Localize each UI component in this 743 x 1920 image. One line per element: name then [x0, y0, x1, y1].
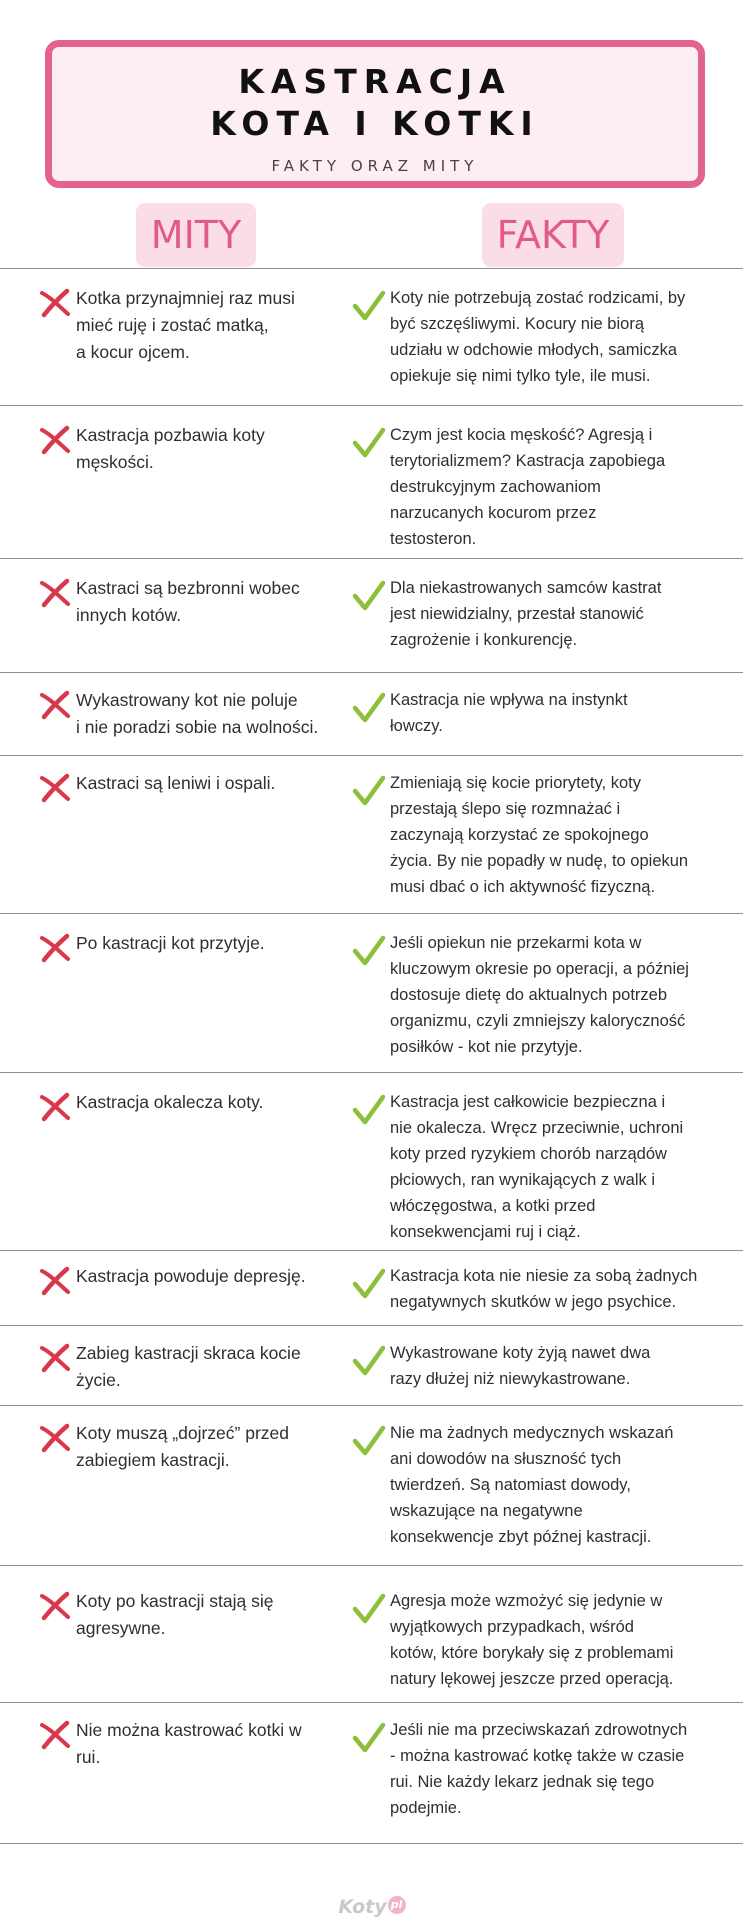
table-row [0, 913, 743, 1072]
fact-line: jest niewidzialny, przestał stanowić [390, 605, 644, 623]
fact-line: przestają ślepo się rozmnażać i [390, 800, 621, 818]
table-row [0, 405, 743, 558]
myth-line: życie. [76, 1370, 121, 1390]
fact-text [390, 1420, 715, 1550]
cross-icon [38, 1091, 72, 1123]
check-icon [352, 1424, 386, 1458]
fact-line: Koty nie potrzebują zostać rodzicami, by [390, 289, 686, 307]
myth-line: Wykastrowany kot nie poluje [76, 690, 298, 710]
table-row [0, 558, 743, 672]
fact-line: destrukcyjnym zachowaniom [390, 478, 601, 496]
subtitle: FAKTY ORAZ MITY [271, 157, 479, 175]
fact-text [390, 1263, 715, 1315]
fact-line: płciowych, ran wynikających z walk i [390, 1171, 656, 1189]
myth-text [76, 575, 346, 629]
check-icon [352, 1267, 386, 1301]
fact-line: ani dowodów na słuszność tych [390, 1450, 622, 1468]
fact-line: natury lękowej jeszcze przed operacją. [390, 1670, 674, 1688]
table-row [0, 268, 743, 405]
myth-text [76, 770, 346, 797]
myth-text [76, 930, 346, 957]
fact-line: życia. By nie popadły w nudę, to opiekun [390, 852, 689, 870]
fact-line: włóczęgostwa, a kotki przed [390, 1197, 596, 1215]
myth-text [76, 1588, 346, 1642]
fact-line: zaczynają korzystać ze spokojnego [390, 826, 649, 844]
cross-icon [38, 932, 72, 964]
myth-line: Koty muszą „dojrzeć” przed [76, 1423, 289, 1443]
fact-line: wskazujące na negatywne [390, 1502, 583, 1520]
fact-line: terytorializmem? Kastracja zapobiega [390, 452, 666, 470]
fact-line: zagrożenie i konkurencję. [390, 631, 578, 649]
fact-line: twierdzeń. Są natomiast dowody, [390, 1476, 631, 1494]
myth-text [76, 1263, 346, 1290]
myth-line: mieć ruję i zostać matką, [76, 315, 269, 335]
table-row [0, 1325, 743, 1405]
myth-line: Kotka przynajmniej raz musi [76, 288, 295, 308]
fact-line: Dla niekastrowanych samców kastrat [390, 579, 662, 597]
table-row [0, 1250, 743, 1325]
cross-icon [38, 689, 72, 721]
myth-text [76, 285, 346, 366]
fact-line: Jeśli opiekun nie przekarmi kota w [390, 934, 642, 952]
check-icon [352, 774, 386, 808]
fact-line: Kastracja nie wpływa na instynkt [390, 691, 628, 709]
check-icon [352, 934, 386, 968]
myth-text [76, 1089, 346, 1116]
fact-line: posiłków - kot nie przytyje. [390, 1038, 583, 1056]
koty-pl-logo [332, 1896, 412, 1918]
fact-line: - można kastrować kotkę także w czasie [390, 1747, 685, 1765]
fact-line: Wykastrowane koty żyją nawet dwa [390, 1344, 651, 1362]
myth-line: agresywne. [76, 1618, 166, 1638]
myth-line: i nie poradzi sobie na wolności. [76, 717, 319, 737]
fact-line: opiekuje się nimi tylko tyle, ile musi. [390, 367, 651, 385]
check-icon [352, 1093, 386, 1127]
check-icon [352, 289, 386, 323]
myth-text [76, 1717, 346, 1771]
fact-line: dostosuje dietę do aktualnych potrzeb [390, 986, 668, 1004]
fact-line: udziału w odchowie młodych, samiczka [390, 341, 678, 359]
cross-icon [38, 772, 72, 804]
myth-line: Nie można kastrować kotki w [76, 1720, 302, 1740]
fact-text [390, 930, 715, 1060]
fact-line: organizmu, czyli zmniejszy kaloryczność [390, 1012, 686, 1030]
fact-text [390, 770, 715, 900]
cross-icon [38, 1719, 72, 1751]
check-icon [352, 1592, 386, 1626]
check-icon [352, 579, 386, 613]
fact-line: nie okalecza. Wręcz przeciwnie, uchroni [390, 1119, 684, 1137]
table-row [0, 755, 743, 913]
cross-icon [38, 577, 72, 609]
fact-line: łowczy. [390, 717, 443, 735]
myth-line: a kocur ojcem. [76, 342, 190, 362]
table-row [0, 1405, 743, 1565]
myth-line: Po kastracji kot przytyje. [76, 933, 265, 953]
myth-line: Kastracja okalecza koty. [76, 1092, 264, 1112]
fact-line: Kastracja kota nie niesie za sobą żadnych [390, 1267, 698, 1285]
fact-line: konsekwencje zbyt późnej kastracji. [390, 1528, 652, 1546]
myth-line: innych kotów. [76, 605, 182, 625]
cross-icon [38, 1342, 72, 1374]
fact-line: Nie ma żadnych medycznych wskazań [390, 1424, 674, 1442]
fact-text [390, 1340, 715, 1392]
table-row [0, 1565, 743, 1702]
myth-line: Kastracja powoduje depresję. [76, 1266, 306, 1286]
fact-line: narzucanych kocurom przez [390, 504, 597, 522]
fact-line: kotów, które borykały się z problemami [390, 1644, 674, 1662]
myth-text [76, 422, 346, 476]
fact-line: koty przed ryzykiem chorób narządów [390, 1145, 667, 1163]
myth-text [76, 1420, 346, 1474]
cross-icon [38, 1422, 72, 1454]
fact-line: rui. Nie każdy lekarz jednak się tego [390, 1773, 655, 1791]
fact-line: być szczęśliwymi. Kocury nie biorą [390, 315, 644, 333]
cross-icon [38, 424, 72, 456]
check-icon [352, 691, 386, 725]
myth-line: Kastraci są bezbronni wobec [76, 578, 300, 598]
fact-line: kluczowym okresie po operacji, a później [390, 960, 689, 978]
myth-text [76, 1340, 346, 1394]
fact-line: Jeśli nie ma przeciwskazań zdrowotnych [390, 1721, 688, 1739]
fact-text [390, 1717, 715, 1821]
table-row [0, 672, 743, 755]
myth-line: Koty po kastracji stają się [76, 1591, 274, 1611]
cross-icon [38, 287, 72, 319]
fact-line: Zmieniają się kocie priorytety, koty [390, 774, 641, 792]
check-icon [352, 1721, 386, 1755]
myths-column-header: MITY [136, 203, 256, 267]
check-icon [352, 1344, 386, 1378]
cross-icon [38, 1590, 72, 1622]
fact-text [390, 687, 715, 739]
facts-column-header: FAKTY [482, 203, 624, 267]
fact-text [390, 1089, 715, 1245]
fact-text [390, 575, 715, 653]
myth-text [76, 687, 346, 741]
myth-line: męskości. [76, 452, 154, 472]
check-icon [352, 426, 386, 460]
logo-text: Koty [338, 1896, 387, 1918]
fact-line: musi dbać o ich aktywność fizyczną. [390, 878, 656, 896]
logo-suffix: pl [388, 1896, 406, 1914]
table-row [0, 1072, 743, 1250]
myth-line: Kastracja pozbawia koty [76, 425, 265, 445]
fact-line: podejmie. [390, 1799, 462, 1817]
fact-line: testosteron. [390, 530, 477, 548]
myth-line: Zabieg kastracji skraca kocie [76, 1343, 301, 1363]
title-line-2: KOTA I KOTKI [210, 104, 540, 143]
fact-line: negatywnych skutków w jego psychice. [390, 1293, 677, 1311]
cross-icon [38, 1265, 72, 1297]
fact-text [390, 285, 715, 389]
fact-line: Kastracja jest całkowicie bezpieczna i [390, 1093, 666, 1111]
fact-text [390, 1588, 715, 1692]
title-line-1: KASTRACJA [238, 62, 512, 101]
fact-line: Czym jest kocia męskość? Agresją i [390, 426, 653, 444]
fact-line: Agresja może wzmożyć się jedynie w [390, 1592, 663, 1610]
table-row [0, 1702, 743, 1844]
fact-text [390, 422, 715, 552]
myth-line: Kastraci są leniwi i ospali. [76, 773, 276, 793]
myth-line: zabiegiem kastracji. [76, 1450, 230, 1470]
title-box [45, 40, 705, 188]
fact-line: wyjątkowych przypadkach, wśród [390, 1618, 634, 1636]
fact-line: razy dłużej niż niewykastrowane. [390, 1370, 631, 1388]
fact-line: konsekwencjami ruj i ciąż. [390, 1223, 581, 1241]
myth-line: rui. [76, 1747, 101, 1767]
